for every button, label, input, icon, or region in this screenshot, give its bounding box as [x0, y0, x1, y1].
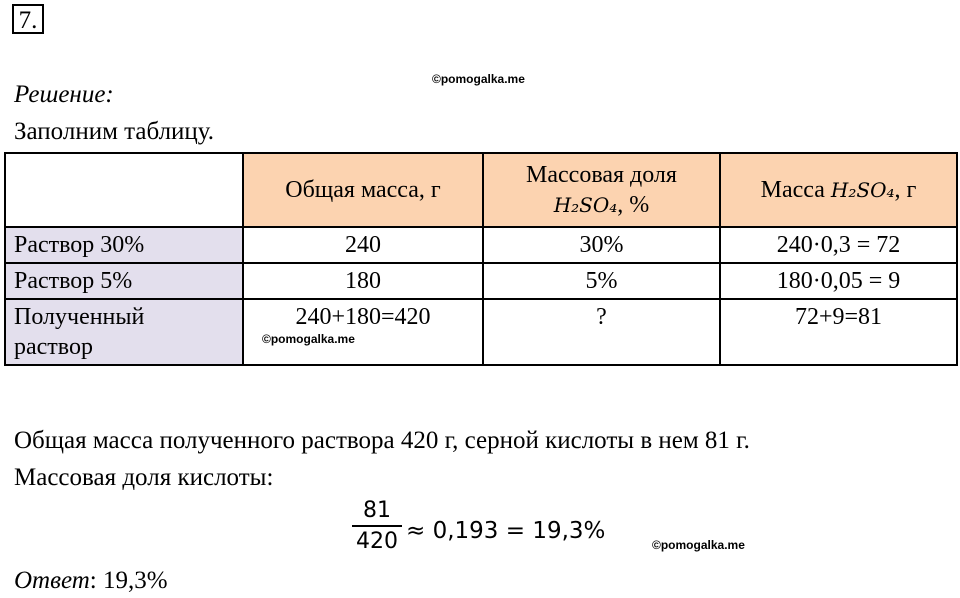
table-row [5, 227, 957, 263]
fraction-expression [352, 498, 402, 554]
cell-acid: 180·0,05 = 9 [720, 263, 957, 299]
answer-line [14, 566, 168, 596]
solution-label: Решение: [14, 81, 114, 108]
task-number: 7. [12, 4, 44, 34]
header-acid-mass-prefix: Масса [760, 177, 831, 203]
row-label-line2: раствор [14, 334, 93, 360]
fraction-denominator: 420 [356, 529, 398, 554]
answer-value: : 19,3% [89, 567, 168, 594]
h2so4-formula: H₂SO₄ [830, 178, 895, 202]
formula-result: ≈ 0,193 = 19,3% [406, 518, 606, 544]
header-acid-mass-suffix: , г [894, 177, 917, 203]
answer-label: Ответ [14, 567, 90, 594]
watermark: ©pomogalka.me [652, 538, 745, 552]
cell-acid: 240·0,3 = 72 [720, 227, 957, 263]
table-row [5, 299, 957, 365]
header-mass-fraction-suffix: , % [617, 192, 650, 218]
header-mass-fraction-line1: Массовая доля [526, 162, 677, 188]
cell-fraction: 5% [483, 263, 720, 299]
row-label [5, 299, 243, 365]
solution-table [4, 152, 958, 366]
row-label: Раствор 30% [5, 227, 243, 263]
cell-mass [243, 299, 483, 365]
row-label-line1: Полученный [14, 304, 145, 330]
header-mass-fraction [483, 153, 720, 227]
table-header-row [5, 153, 957, 227]
fraction-numerator: 81 [363, 498, 391, 523]
header-total-mass: Общая масса, г [243, 153, 483, 227]
row-label: Раствор 5% [5, 263, 243, 299]
cell-mass: 240 [243, 227, 483, 263]
table-row [5, 263, 957, 299]
intro-text: Заполним таблицу. [14, 118, 215, 145]
cell-mass-value: 240+180=420 [295, 304, 431, 330]
header-empty-cell [5, 153, 243, 227]
cell-fraction: ? [483, 299, 720, 365]
cell-fraction: 30% [483, 227, 720, 263]
cell-acid: 72+9=81 [720, 299, 957, 365]
total-mass-text: Общая масса полученного раствора 420 г, серной кислоты в нем 81 г. [14, 427, 750, 454]
fraction-bar [352, 525, 402, 527]
cell-mass: 180 [243, 263, 483, 299]
h2so4-formula: H₂SO₄ [553, 193, 618, 217]
header-acid-mass [720, 153, 957, 227]
watermark: ©pomogalka.me [262, 332, 355, 346]
fraction-label-text: Массовая доля кислоты: [14, 464, 274, 491]
watermark: ©pomogalka.me [432, 72, 525, 86]
